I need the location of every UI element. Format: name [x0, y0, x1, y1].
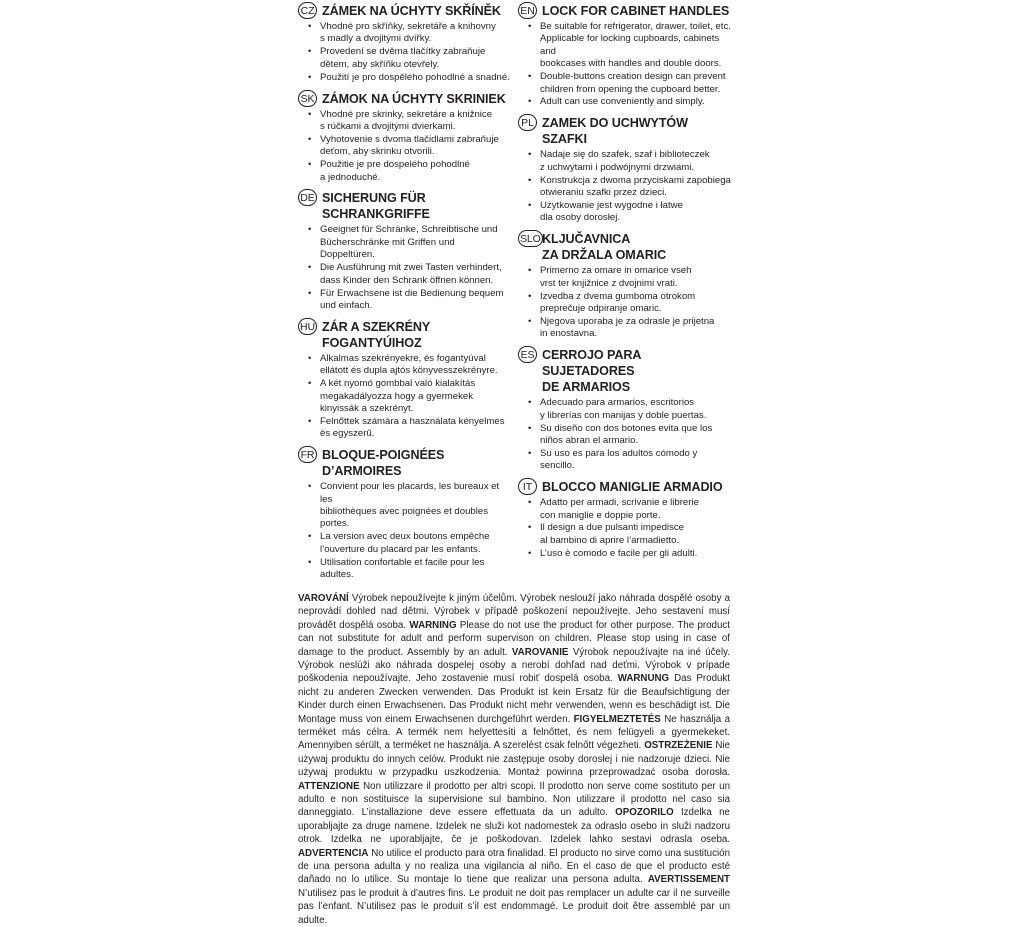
- section-title: ZÁMOK NA ÚCHYTY SKRINIEK: [322, 91, 506, 106]
- bullet-item: • Double-buttons creation design can prevent children from opening the cupboard better.: [540, 71, 732, 96]
- bullet-item: • Adatto per armadi, scrivanie e librerie con maniglie e doppie porte.: [540, 497, 732, 522]
- section-heading: [298, 3, 512, 19]
- instruction-sheet: [298, 3, 732, 927]
- section-title: BLOCCO MANIGLIE ARMADIO: [542, 480, 723, 495]
- warning-text: Please do not use the product for other purpose. The product can not substitute for adult and perform supervison on children. Please stop using in case of damage to the product. Assembly by an adult.: [298, 619, 730, 658]
- section-heading: [518, 479, 732, 495]
- bullet-item: • Použitie je pre dospelého pohodlné a jednoduché.: [320, 159, 512, 184]
- warning-label: OPOZORILO: [615, 807, 674, 819]
- bullet-list: [518, 21, 732, 109]
- warning-label: WARNING: [409, 619, 457, 631]
- language-sections: [298, 3, 732, 588]
- bullet-list: [298, 224, 512, 312]
- section-title: SICHERUNG FÜR SCHRANKGRIFFE: [322, 191, 430, 222]
- warning-paragraph: [298, 592, 730, 927]
- warning-text: Izdelka ne uporabljajte za druge namene. Izdelek ne služi kot nadomestek za odraslo osebo in služi nadzoru otrok. Izdelka ne uporabljajte, če je poškodovan. Izdelek lahko sestavi odrasla oseba.: [298, 807, 730, 846]
- bullet-item: • L’uso è comodo e facile per gli adulti.: [540, 548, 732, 560]
- bullet-item: • Nadaje się do szafek, szaf i biblioteczek z uchwytami i podwójnymi drzwiami.: [540, 149, 732, 174]
- section-sk: [298, 91, 512, 185]
- bullet-item: • Die Ausführung mit zwei Tasten verhindert, dass Kinder den Schrank öffnen können.: [320, 262, 512, 287]
- bullet-list: [298, 481, 512, 581]
- bullet-item: • Felnőttek számára a használata kényelmes és egyszerű.: [320, 416, 512, 441]
- warning-text: Výrobek nepoužívejte k jiným účelům. Výrobek neslouží jako náhrada dospělé osoby a neprovádí dohled nad dětmi. Výrobek v případě poškození nepoužívejte. Jeho sestavení musí provádět dospělá osoba.: [298, 592, 730, 631]
- section-title: LOCK FOR CABINET HANDLES: [542, 4, 730, 18]
- bullet-item: • Adult can use conveniently and simply.: [540, 96, 732, 108]
- section-heading: [298, 190, 512, 222]
- bullet-list: [298, 109, 512, 184]
- section-heading: [298, 91, 512, 107]
- section-heading: [518, 115, 732, 147]
- section-heading: [518, 231, 732, 263]
- bullet-item: • Geeignet für Schränke, Schreibtische und Bücherschränke mit Griffen und Doppeltüren.: [320, 224, 512, 261]
- bullet-item: • Konstrukcja z dwoma przyciskami zapobiega otwieraniu szafki przez dzieci.: [540, 175, 732, 200]
- language-code-badge: CZ: [298, 2, 317, 19]
- bullet-item: • Použití je pro dospělého pohodlné a snadné.: [320, 72, 512, 84]
- warning-text: N’utilisez pas le produit à d’autres fins. Le produit ne doit pas remplacer un adulte car il ne surveille pas l’enfant. N’utilisez pas le produit s’il est endommagé. Le produit doit être assemblé par un adulte.: [298, 887, 730, 926]
- section-hu: [298, 319, 512, 441]
- bullet-item: • Su uso es para los adultos cómodo y sencillo.: [540, 448, 732, 473]
- language-code-badge: DE: [298, 189, 317, 206]
- section-heading: [298, 319, 512, 351]
- language-code-badge: ES: [518, 346, 537, 363]
- bullet-item: • Il design a due pulsanti impedisce al bambino di aprire l’armadietto.: [540, 522, 732, 547]
- bullet-item: • Be suitable for refrigerator, drawer, toilet, etc. Applicable for locking cupboards, cabinets and bookcases with handles and double doors.: [540, 21, 732, 71]
- left-column: [298, 3, 512, 588]
- section-pl: [518, 115, 732, 225]
- bullet-item: • Primerno za omare in omarice vseh vrst ter knjižnice z dvojnimi vrati.: [540, 265, 732, 290]
- section-en: [518, 3, 732, 109]
- warning-label: VAROVÁNÍ: [298, 592, 349, 604]
- warning-label: VAROVANIE: [511, 646, 569, 658]
- warning-text: Non utilizzare il prodotto per altri scopi. Il prodotto non serve come sostituto per un adulto e non sostituisce la supervisione sul bambino. Non utilizzare il prodotto nel caso sia danneggiato. L’installazione deve essere effettuata da un adulto.: [298, 780, 730, 819]
- bullet-item: • Provedení se dvěma tlačítky zabraňuje dětem, aby skříňku otevřely.: [320, 46, 512, 71]
- warning-label: WARNUNG: [617, 673, 670, 685]
- bullet-item: • Izvedba z dvema gumboma otrokom preprečuje odpiranje omaric.: [540, 291, 732, 316]
- bullet-item: • Vyhotovenie s dvoma tlačidlami zabraňuje deťom, aby skrinku otvorili.: [320, 134, 512, 159]
- section-title: BLOQUE-POIGNÉES D’ARMOIRES: [322, 448, 445, 479]
- language-code-badge: SK: [298, 90, 317, 107]
- warning-label: ADVERTENCIA: [298, 847, 369, 859]
- bullet-item: • Alkalmas szekrényekre, és fogantyúval ellátott és dupla ajtós könyvesszekrényre.: [320, 353, 512, 378]
- warning-label: AVERTISSEMENT: [647, 874, 731, 886]
- bullet-item: • Su diseño con dos botones evita que los niños abran el armario.: [540, 423, 732, 448]
- section-title: ZÁR A SZEKRÉNY FOGANTYÚIHOZ: [322, 319, 431, 350]
- bullet-item: • La version avec deux boutons empêche l’ouverture du placard par les enfants.: [320, 531, 512, 556]
- section-es: [518, 347, 732, 473]
- bullet-item: • Njegova uporaba je za odrasle je prijetna in enostavna.: [540, 316, 732, 341]
- bullet-item: • Adecuado para armarios, escritorios y librerías con manijas y doble puertas.: [540, 397, 732, 422]
- language-code-badge: HU: [298, 318, 317, 335]
- section-cz: [298, 3, 512, 85]
- bullet-list: [518, 149, 732, 224]
- warning-text: Nie używaj produktu do innych celów. Produkt nie zastępuje osoby dorosłej i nie nadzoruje dzieci. Nie używaj produktu w przypadku uszkodzenia. Montaż powinna przeprowadzać osoba dorosła.: [298, 740, 731, 779]
- warning-text: No utilice el producto para otra finalidad. El producto no sirve como una sustitución de una persona adulta y no realiza una vigilancia al niño. En el caso de que el producto esté dañado no lo utilice. Su montaje lo tiene que realizar una persona adulta.: [298, 847, 730, 886]
- warning-label: FIGYELMEZTETÉS: [573, 713, 661, 725]
- section-fr: [298, 447, 512, 582]
- section-title: ZAMEK DO UCHWYTÓW SZAFKI: [542, 116, 688, 147]
- language-code-badge: FR: [298, 446, 317, 463]
- section-slo: [518, 231, 732, 341]
- section-heading: [518, 3, 732, 19]
- bullet-item: • Vhodné pre skrinky, sekretáre a knižnice s rúčkami a dvojitými dvierkami.: [320, 109, 512, 134]
- bullet-item: • Für Erwachsene ist die Bedienung bequem und einfach.: [320, 288, 512, 313]
- warning-text: Výrobok nepoužívajte na iné účely. Výrobok neslúži ako náhrada dospelej osoby a nerobí dohľad nad deťmi. Výrobok v prípade poškodenia nepoužívajte. Jeho zostavenie musí robiť dospelá osoba.: [298, 646, 731, 685]
- bullet-list: [518, 397, 732, 472]
- bullet-list: [518, 265, 732, 340]
- language-code-badge: IT: [518, 478, 537, 495]
- bullet-item: • Utilisation confortable et facile pour les adultes.: [320, 557, 512, 582]
- warning-text: Das Produkt nicht zu anderen Zwecken verwenden. Das Produkt ist kein Ersatz für die Beaufsichtigung der Kinder durch einen Erwachsenen. Das Produkt nicht mehr verwenden, wenn es beschädigt ist. Die Montage muss von einem Erwachsenen durchgeführt werden.: [298, 673, 730, 725]
- warning-label: OSTRZEŻENIE: [644, 740, 713, 752]
- section-heading: [518, 347, 732, 395]
- bullet-item: • Convient pour les placards, les bureaux et les bibliothèques avec poignées et doubles portes.: [320, 481, 512, 531]
- bullet-item: • Vhodné pro skříňky, sekretáře a knihovny s madly a dvojitými dvířky.: [320, 21, 512, 46]
- language-code-badge: SLO: [518, 230, 543, 247]
- warning-label: ATTENZIONE: [298, 780, 360, 792]
- warning-text: Ne használja a terméket más célra. A termék nem helyettesíti a felnőttet, és nem felügyeli a gyermekeket. Amennyiben sérült, a terméket ne használja. A szerelést csak felnőtt végezheti.: [298, 713, 730, 752]
- section-title: CERROJO PARA SUJETADORES DE ARMARIOS: [542, 348, 641, 395]
- language-code-badge: PL: [518, 114, 537, 131]
- right-column: [518, 3, 732, 567]
- bullet-item: • Użytkowanie jest wygodne i łatwe dla osoby dorosłej.: [540, 200, 732, 225]
- section-title: KLJUČAVNICA ZA DRŽALA OMARIC: [542, 232, 667, 263]
- bullet-list: [518, 497, 732, 560]
- bullet-item: • A két nyomó gombbal való kialakítás megakadályozza hogy a gyermekek kinyissák a szekrényt.: [320, 378, 512, 415]
- section-title: ZÁMEK NA ÚCHYTY SKŘÍNĚK: [322, 4, 501, 18]
- language-code-badge: EN: [518, 2, 537, 19]
- bullet-list: [298, 21, 512, 84]
- section-heading: [298, 447, 512, 479]
- bullet-list: [298, 353, 512, 441]
- section-de: [298, 190, 512, 312]
- section-it: [518, 479, 732, 561]
